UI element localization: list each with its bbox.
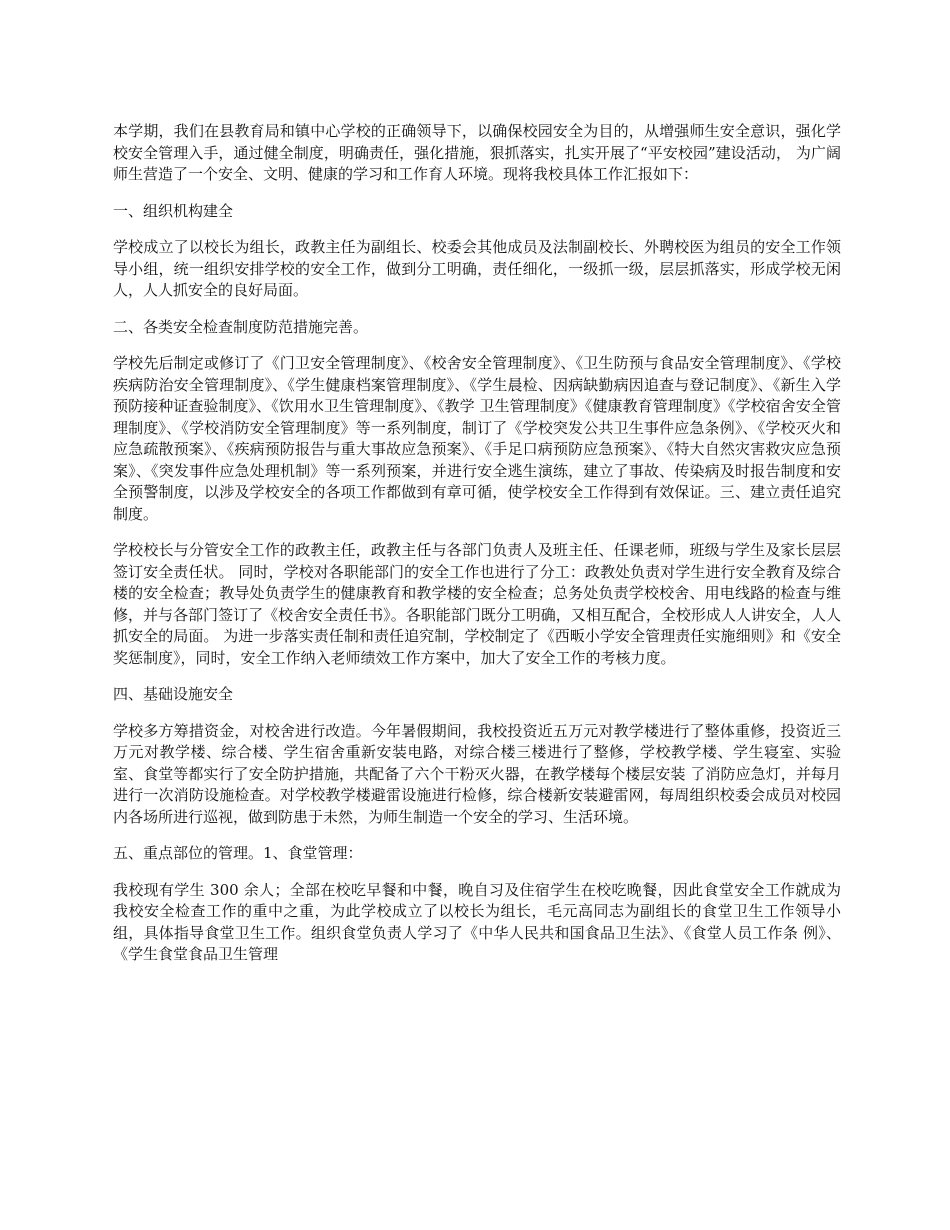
section2-heading: 二、各类安全检查制度防范措施完善。: [113, 317, 369, 336]
section4-paragraph: 学校多方筹措资金，对校舍进行改造。今年暑假期间，我校投资近五万元对教学楼进行了整体重修，投资近三万元对教学楼、综合楼、学生宿舍重新安装电路，对综合楼三楼进行了整修，学校教学楼、学生寝室、实验室、食堂等都实行了安全防护措施，共配备了六个干粉灭火器，在教学楼每个楼层安装 了消防应急灯，并每月进行一次消防设施检查。对学校教学楼避雷设施进行检修，综合楼新安装避雷网，每周组织校委会成员对校园内各场所进行巡视，做到防患于未然，为师生制造一个安全的学习、生活环境。: [113, 721, 841, 826]
section1-heading: 一、组织机构建全: [113, 201, 234, 220]
section4-heading: 四、基础设施安全: [113, 685, 234, 703]
section5-heading: 五、重点部位的管理。1、食堂管理：: [113, 844, 363, 862]
section2-paragraph: 学校先后制定或修订了《门卫安全管理制度》、《校舍安全管理制度》、《卫生防预与食品安全管理制度》、《学校疾病防治安全管理制度》、《学生健康档案管理制度》、《学生晨检、因病缺勤病因追查与登记制度》、《新生入学预防接种证查验制度》、《饮用水卫生管理制度》、《教学 卫生管理制度》《健康教育管理制度》《学校宿舍安全管理制度》、《学校消防安全管理制度》等一系列制度，制订了《学校突发公共卫生事件应急条例》、《学校灭火和应急疏散预案》、《疾病预防报告与重大事故应急预案》、《手足口病预防应急预案》、《特大自然灾害救灾应急预案》、《突发事件应急处理机制》等一系列预案，并进行安全逃生演练，建立了事故、传染病及时报告制度和安全预警制度，以涉及学校安全的各项工作都做到有章可循，使学校安全工作得到有效保证。三、建立责任追究制度。: [113, 354, 841, 523]
section5-paragraph: 我校现有学生 300 余人；全部在校吃早餐和中餐，晚自习及住宿学生在校吃晚餐，因此食堂安全工作就成为我校安全检查工作的重中之重，为此学校成立了以校长为组长，毛元高同志为副组长的食堂卫生工作领导小组，具体指导食堂卫生工作。组织食堂负责人学习了《中华人民共和国食品卫生法》、《食堂人员工作条 例》、《学生食堂食品卫生管理: [113, 880, 841, 963]
section1-paragraph: 学校成立了以校长为组长，政教主任为副组长、校委会其他成员及法制副校长、外聘校医为组员的安全工作领导小组，统一组织安排学校的安全工作，做到分工明确，责任细化，一级抓一级，层层抓落实，形成学校无闲人，人人抓安全的良好局面。: [113, 238, 841, 299]
intro-paragraph: 本学期，我们在县教育局和镇中心学校的正确领导下，以确保校园安全为目的，从增强师生安全意识，强化学校安全管理入手，通过健全制度，明确责任，强化措施，狠抓落实，扎实开展了“平安校园”建设活动， 为广阔师生营造了一个安全、文明、健康的学习和工作育人环境。现将我校具体工作汇报如下：: [113, 122, 841, 183]
document-page: [113, 121, 841, 981]
section3-paragraph: 学校校长与分管安全工作的政教主任，政教主任与各部门负责人及班主任、任课老师，班级与学生及家长层层签订安全责任状。 同时，学校对各职能部门的安全工作也进行了分工：政教处负责对学生进行安全教育及综合楼的安全检查；教导处负责学生的健康教育和教学楼的安全检查；总务处负责学校校舍、用电线路的检查与维修，并与各部门签订了《校舍安全责任书》。各职能部门既分工明确，又相互配合，全校形成人人讲安全，人人抓安全的局面。 为进一步落实责任制和责任追究制，学校制定了《西畈小学安全管理责任实施细则》和《安全奖惩制度》，同时，安全工作纳入老师绩效工作方案中，加大了安全工作的考核力度。: [113, 541, 841, 667]
